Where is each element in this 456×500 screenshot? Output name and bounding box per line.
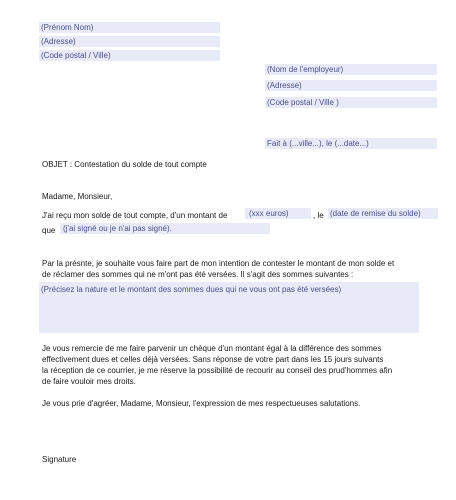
solde-date-field[interactable]: (date de remise du solde) bbox=[328, 208, 438, 219]
letter-subject: OBJET : Contestation du solde de tout compte bbox=[42, 160, 207, 169]
thanks-line-2: effectivement dues et celles déjà versées. Sans réponse de votre part dans les 15 jours suivants bbox=[42, 355, 384, 364]
contest-line-1: Par la présnte, je souhaite vous faire part de mon intention de contester le montant de mon solde et bbox=[42, 259, 395, 268]
signed-status-field[interactable]: (j'ai signé ou je n'ai pas signé). bbox=[60, 223, 270, 234]
salutation: Madame, Monsieur, bbox=[42, 192, 113, 201]
intro-line2-prefix: que bbox=[42, 226, 56, 235]
thanks-paragraph bbox=[42, 343, 434, 387]
thanks-line-4: de faire vouloir mes droits. bbox=[42, 377, 136, 386]
thanks-line-3: la réception de ce courrier, je me réserve la possibilité de recourir au conseil des prud'hommes afin bbox=[42, 366, 393, 375]
contest-line-2: de réclamer des sommes qui ne m'ont pas été versées. Il s'agit des sommes suivantes : bbox=[42, 270, 354, 279]
sender-name-field[interactable]: (Prénom Nom) bbox=[39, 22, 220, 33]
thanks-line-1: Je vous remercie de me faire parvenir un chèque d'un montant égal à la différence des sommes bbox=[42, 344, 382, 353]
place-date-field[interactable]: Fait à (...ville...), le (...date...) bbox=[265, 138, 437, 149]
sums-details-field[interactable]: (Précisez la nature et le montant des sommes dues qui ne vous ont pas été versées) bbox=[39, 282, 419, 333]
intro-line1-prefix: J'ai reçu mon solde de tout compte, d'un montant de bbox=[42, 211, 228, 220]
employer-name-field[interactable]: (Nom de l'employeur) bbox=[265, 64, 437, 75]
signature-label: Signature bbox=[42, 455, 77, 464]
closing-formula: Je vous prie d'agréer, Madame, Monsieur, l'expression de mes respectueuses salutations. bbox=[42, 399, 361, 408]
employer-address-field[interactable]: (Adresse) bbox=[265, 80, 437, 91]
contest-paragraph bbox=[42, 258, 434, 280]
sender-address-field[interactable]: (Adresse) bbox=[39, 36, 220, 47]
employer-postal-city-field[interactable]: (Code postal / Ville ) bbox=[265, 97, 437, 108]
sender-postal-city-field[interactable]: (Code postal / Ville) bbox=[39, 50, 220, 61]
amount-field[interactable]: (xxx euros) bbox=[245, 208, 311, 219]
intro-line1-mid: , le bbox=[313, 211, 324, 220]
